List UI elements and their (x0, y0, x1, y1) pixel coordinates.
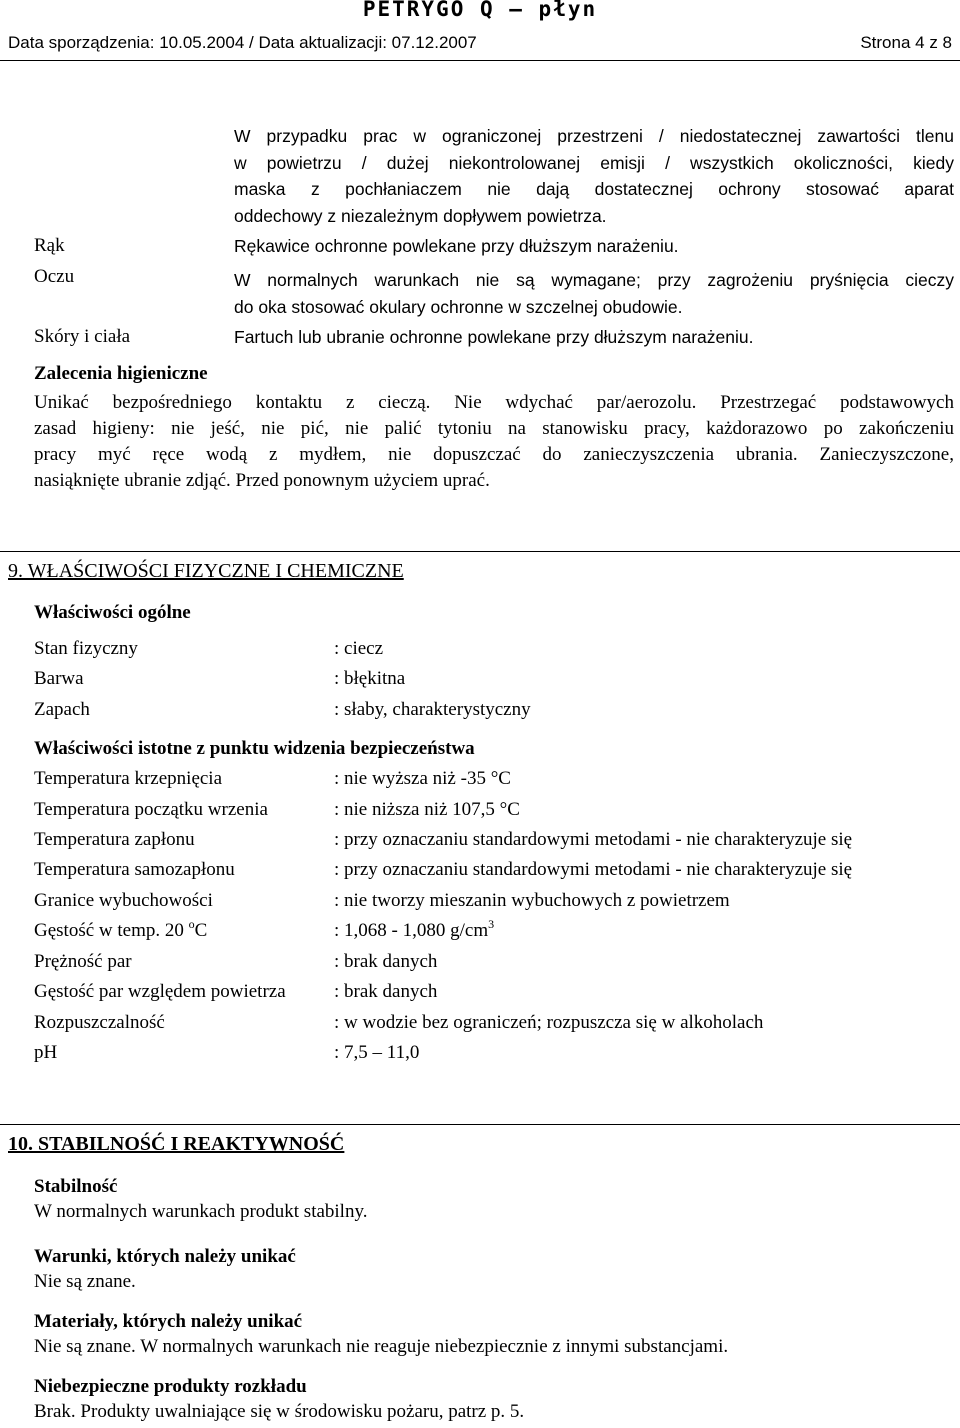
property-label: Temperatura krzepnięcia (34, 768, 223, 789)
property-label: Zapach (34, 699, 90, 720)
hygiene-line: zasad higieny: nie jeść, nie pić, nie palić tytoniu na stanowisku pracy, każdorazowo po zakończeniu (34, 418, 954, 439)
hygiene-text (34, 390, 954, 494)
skin-text: Fartuch lub ubranie ochronne powlekane przy dłuższym narażeniu. (234, 327, 754, 347)
property-value: : błękitna (334, 668, 406, 689)
property-label: Granice wybuchowości (34, 890, 213, 911)
document-dates: Data sporządzenia: 10.05.2004 / Data aktualizacji: 07.12.2007 (8, 33, 477, 52)
property-value: : nie niższa niż 107,5 °C (334, 799, 520, 820)
hygiene-line: pracy myć ręce wodą z mydłem, nie dopuszczać do zanieczyszczenia ubrania. Zanieczyszczone, (34, 444, 954, 465)
property-value: : słaby, charakterystyczny (334, 699, 531, 720)
hands-label: Rąk (34, 235, 65, 256)
property-value: : nie wyższa niż -35 °C (334, 768, 511, 789)
property-label: Temperatura początku wrzenia (34, 799, 268, 820)
respiratory-line: w powietrzu / dużej niekontrolowanej emisji / wszystkich okoliczności, kiedy (234, 152, 954, 173)
property-value: : przy oznaczaniu standardowymi metodami - nie charakteryzuje się (334, 829, 853, 850)
density-label-unit: C (194, 920, 208, 941)
property-label: Gęstość par względem powietrza (34, 981, 286, 1002)
eyes-label: Oczu (34, 266, 75, 287)
property-value: : brak danych (334, 981, 438, 1002)
document-title: PETRYGO Q – płyn (362, 0, 598, 21)
hands-text: Rękawice ochronne powlekane przy dłuższym narażeniu. (234, 236, 679, 256)
respiratory-protection-text (234, 123, 954, 229)
conditions-to-avoid-heading: Warunki, których należy unikać (34, 1246, 296, 1267)
header-divider (0, 60, 960, 61)
property-label: Prężność par (34, 951, 132, 972)
density-value-text: : 1,068 - 1,080 g/cm (334, 920, 489, 941)
materials-to-avoid-heading: Materiały, których należy unikać (34, 1311, 303, 1332)
cubic-superscript: 3 (488, 917, 495, 931)
property-label: Barwa (34, 668, 84, 689)
stability-heading: Stabilność (34, 1176, 118, 1197)
eyes-text (234, 267, 954, 320)
hygiene-line: nasiąknięte ubranie zdjąć. Przed ponownym użyciem uprać. (34, 470, 490, 491)
property-label: pH (34, 1042, 58, 1063)
section-9-divider (0, 551, 960, 552)
density-label (34, 917, 208, 942)
page-number: Strona 4 z 8 (860, 33, 952, 52)
property-value: : przy oznaczaniu standardowymi metodami - nie charakteryzuje się (334, 859, 853, 880)
decomposition-products-text: Brak. Produkty uwalniające się w środowisku pożaru, patrz p. 5. (34, 1401, 525, 1422)
respiratory-line: maska z pochłaniaczem nie dają dostatecznej ochrony stosować aparat (234, 179, 954, 199)
general-properties-title: Właściwości ogólne (34, 602, 191, 623)
stability-text: W normalnych warunkach produkt stabilny. (34, 1201, 368, 1222)
hygiene-line: Unikać bezpośredniego kontaktu z cieczą. Nie wdychać par/aerozolu. Przestrzegać podstawowych (34, 392, 954, 413)
property-value: : 7,5 – 11,0 (334, 1042, 420, 1063)
property-value: : w wodzie bez ograniczeń; rozpuszcza się w alkoholach (334, 1012, 764, 1033)
density-value (334, 917, 495, 942)
density-label-text: Gęstość w temp. 20 (34, 920, 189, 941)
degree-superscript: o (188, 917, 195, 931)
section-10-divider (0, 1124, 960, 1125)
section-9-title: 9. WŁAŚCIWOŚCI FIZYCZNE I CHEMICZNE (8, 560, 404, 582)
section-10-title: 10. STABILNOŚĆ I REAKTYWNOŚĆ (8, 1133, 345, 1155)
hygiene-title: Zalecenia higieniczne (34, 363, 208, 384)
skin-label: Skóry i ciała (34, 326, 131, 347)
eyes-line: W normalnych warunkach nie są wymagane; przy zagrożeniu pryśnięcia cieczy (234, 270, 954, 290)
property-label: Temperatura zapłonu (34, 829, 195, 850)
header-row (8, 33, 952, 53)
property-label: Temperatura samozapłonu (34, 859, 235, 880)
property-label: Rozpuszczalność (34, 1012, 165, 1033)
materials-to-avoid-text: Nie są znane. W normalnych warunkach nie reaguje niebezpiecznie z innymi substancjami. (34, 1336, 729, 1357)
property-value: : brak danych (334, 951, 438, 972)
property-value: : nie tworzy mieszanin wybuchowych z powietrzem (334, 890, 730, 911)
respiratory-line: W przypadku prac w ograniczonej przestrzeni / niedostatecznej zawartości tlenu (234, 126, 954, 146)
respiratory-line: oddechowy z niezależnym dopływem powietrza. (234, 205, 607, 226)
conditions-to-avoid-text: Nie są znane. (34, 1271, 136, 1292)
decomposition-products-heading: Niebezpieczne produkty rozkładu (34, 1376, 307, 1397)
property-label: Stan fizyczny (34, 638, 138, 659)
eyes-line: do oka stosować okulary ochronne w szczelnej obudowie. (234, 296, 683, 317)
safety-properties-title: Właściwości istotne z punktu widzenia bezpieczeństwa (34, 738, 475, 759)
property-value: : ciecz (334, 638, 384, 659)
